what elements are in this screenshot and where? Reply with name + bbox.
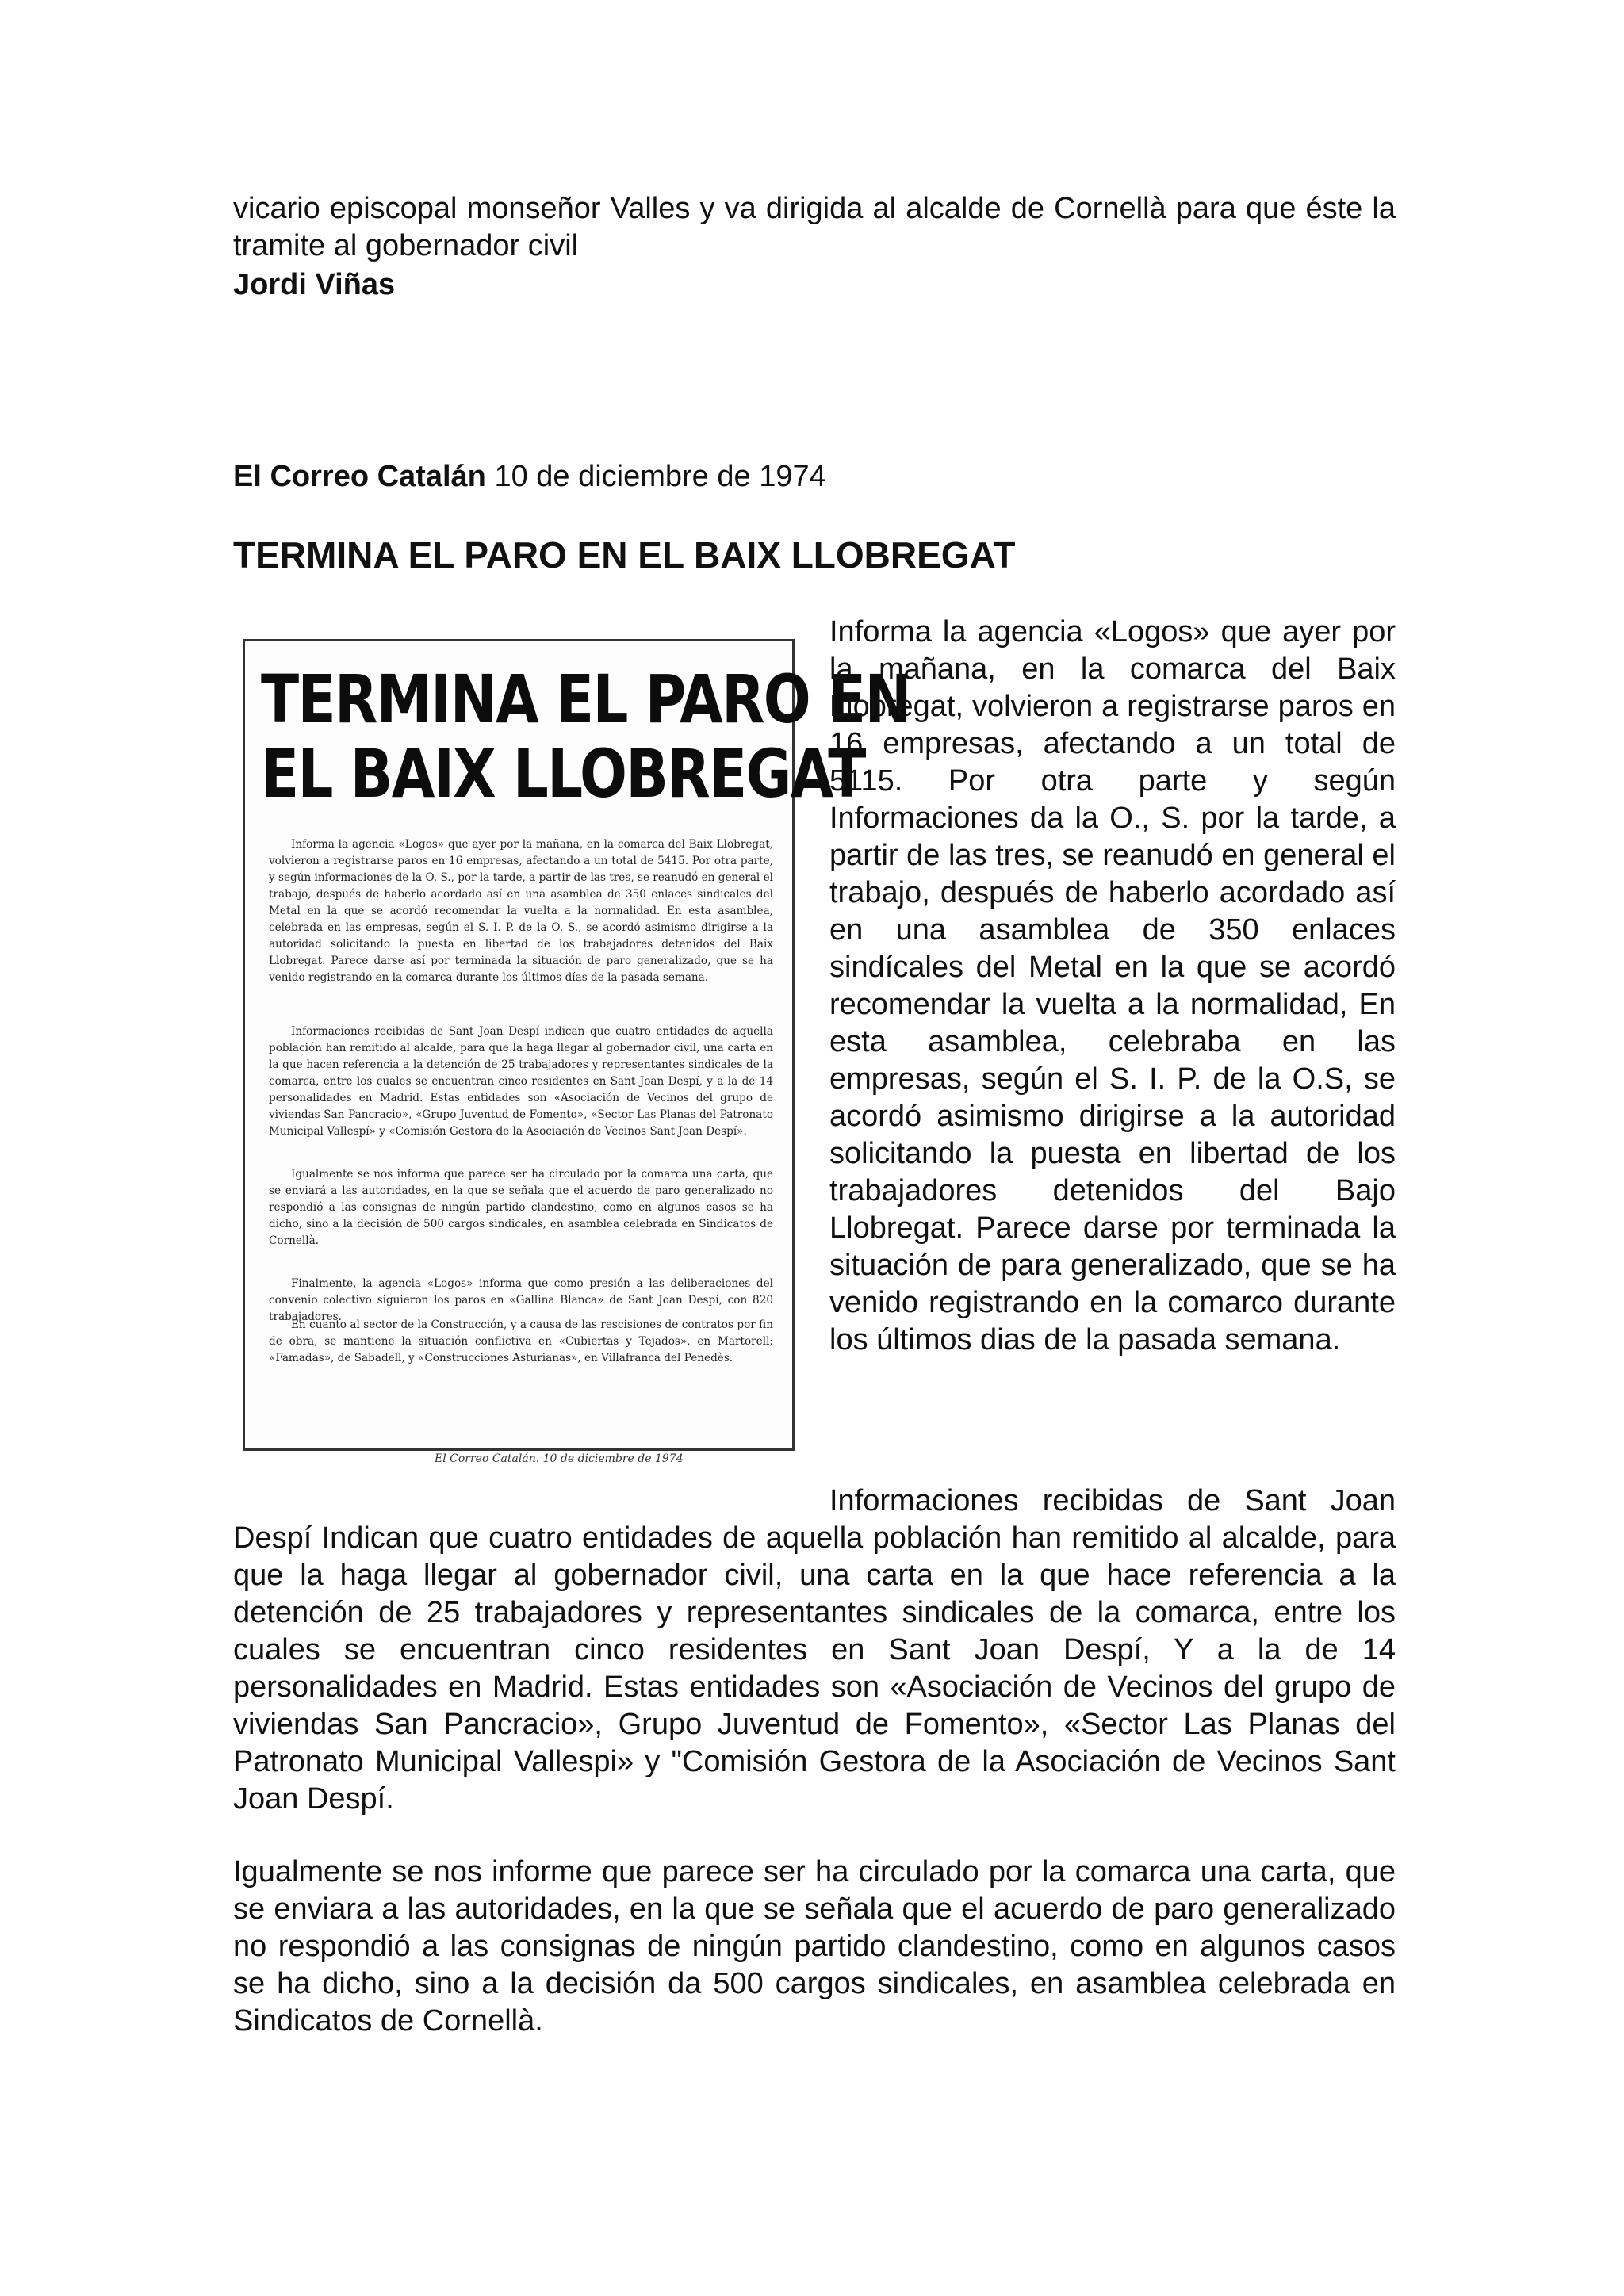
paragraph-entidades: Informaciones recibidas de Sant Joan Despí Indican que cuatro entidades de aquella población han remitido al alcalde, para que la haga llegar al gobernador civil, una carta en la que hace referencia a la detención de 25 trabajadores y representantes sindicales de la comarca, entre los cuales se encuentran cinco residentes en Sant Joan Despí, Y a la de 14 personalidades en Madrid. Estas entidades son «Asociación de Vecinos del grupo de viviendas San Pancracio», Grupo Juventud de Fomento», «Sector Las Planas del Patronato Municipal Vallespi» y "Comisión Gestora de la Asociación de Vecinos Sant Joan Despí.	[233, 1484, 1396, 1816]
clipping-headline-line: TERMINA EL PARO EN	[261, 660, 910, 738]
column-paragraph-logos: Informa la agencia «Logos» que ayer por la mañana, en la comarca del Baix Llobregat, volvieron a registrarse paros en 16 empresas, afectando a un total de 5115. Por otra parte y según Informaciones da la O., S. por la tarde, a partir de las tres, se reanudó en general el trabajo, después de haberlo acordado así en una asamblea de 350 enlaces sindícales del Metal en la que se acordó recomendar la vuelta a la normalidad, En esta asamblea, celebraba en las empresas, según el S. I. P. de la O.S, se acordó asimismo dirigirse a la autoridad solicitando la puesta en libertad de los trabajadores detenidos del Bajo Llobregat. Parece darse por terminada la situación de para generalizado, que se ha venido registrando en la comarco durante los últimos dias de la pasada semana.	[829, 615, 1396, 1357]
clipping-headline	[261, 660, 910, 813]
publication-date: 10 de diciembre de 1974	[494, 460, 826, 493]
article-headline: TERMINA EL PARO EN EL BAIX LLOBREGAT	[233, 534, 1016, 576]
clipping-paragraph: En cuanto al sector de la Construcción, y a causa de las rescisiones de contratos por fin de obra, se mantiene la situación conflictiva en «Cubiertas y Tejados», en Martorell; «Famadas», de Sabadell, y «Construcciones Asturianas», en Villafranca del Penedès.	[269, 1318, 773, 1364]
clipping-paragraph: Finalmente, la agencia «Logos» informa que como presión a las deliberaciones del convenio colectivo siguieron los paros en «Gallina Blanca» de Sant Joan Despí, con 820 trabajadores.	[269, 1277, 773, 1323]
author-signature: Jordi Viñas	[233, 268, 396, 301]
clipping-paragraph: Informaciones recibidas de Sant Joan Despí indican que cuatro entidades de aquella población han remitido al alcalde, para que la haga llegar al gobernador civil, una carta en la que hacen referencia a la detención de 25 trabajadores y representantes sindicales de la comarca, entre los cuales se encuentran cinco residentes en Sant Joan Despí, y a la de 14 personalidades en Madrid. Estas entidades son «Asociación de Vecinos del grupo de viviendas San Pancracio», «Grupo Juventud de Fomento», «Sector Las Planas del Patronato Municipal Vallespí» y «Comisión Gestora de la Asociación de Vecinos Sant Joan Despí».	[269, 1025, 773, 1138]
newspaper-clipping-image	[243, 639, 910, 1451]
source-line	[233, 458, 826, 496]
newspaper-name: El Correo Catalán	[233, 460, 486, 493]
paragraph-igualmente: Igualmente se nos informe que parece ser ha circulado por la comarca una carta, que se enviara a las autoridades, en la que se señala que el acuerdo de paro generalizado no respondió a las consignas de ningún partido clandestino, como en algunos casos se ha dicho, sino a la decisión da 500 cargos sindicales, en asamblea celebrada en Sindicatos de Cornellà.	[233, 1855, 1396, 2038]
intro-paragraph: vicario episcopal monseñor Valles y va dirigida al alcalde de Cornellà para que éste la tramite al gobernador civil	[233, 192, 1396, 262]
clipping-caption: El Correo Catalán. 10 de diciembre de 1974	[435, 1452, 684, 1465]
clipping-headline-line: EL BAIX LLOBREGAT	[261, 735, 865, 813]
clipping-paragraph: Informa la agencia «Logos» que ayer por la mañana, en la comarca del Baix Llobregat, volvieron a registrarse paros en 16 empresas, afectando a un total de 5415. Por otra parte, y según informaciones de la O. S., por la tarde, a partir de las tres, se reanudó en general el trabajo, después de haberlo acordado así en una asamblea de 350 enlaces sindicales del Metal en la que se acordó recomendar la vuelta a la normalidad. En esta asamblea, celebrada en las empresas, según el S. I. P. de la O. S., se acordó asimismo dirigirse a la autoridad solicitando la puesta en libertad de los trabajadores detenidos del Baix Llobregat. Parece darse así por terminada la situación de paro generalizado, que se ha venido registrando en la comarca durante los últimos días de la pasada semana.	[269, 838, 773, 984]
clipping-paragraph: Igualmente se nos informa que parece ser ha circulado por la comarca una carta, que se enviará a las autoridades, en la que se señala que el acuerdo de paro generalizado no respondió a las consignas de ningún partido clandestino, como en algunos casos se ha dicho, sino a la decisión de 500 cargos sindicales, en asamblea celebrada en Sindicatos de Cornellà.	[269, 1168, 773, 1247]
